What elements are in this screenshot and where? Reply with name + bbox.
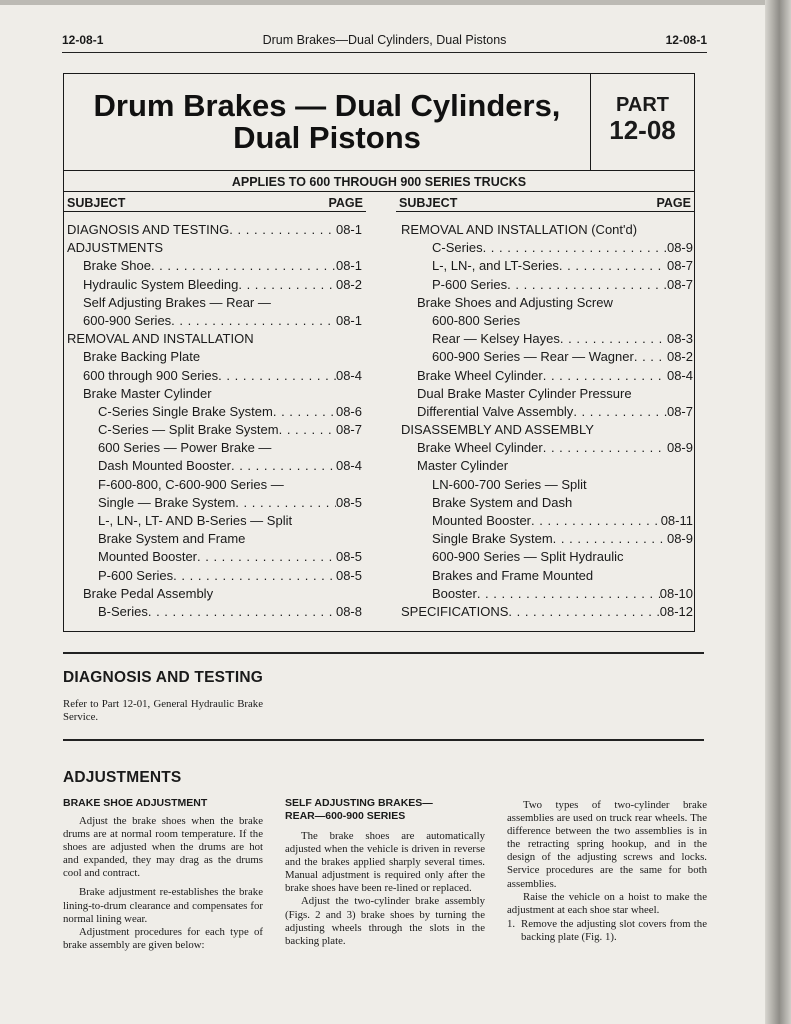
part-title — [70, 90, 584, 154]
toc-entry — [401, 421, 693, 439]
page-top-edge — [0, 0, 791, 5]
part-cell — [591, 74, 694, 170]
toc-entry-title: DISASSEMBLY AND ASSEMBLY — [401, 422, 594, 438]
toc-entry-title: Brake Shoe — [83, 258, 151, 274]
toc-leader-dots — [218, 367, 336, 385]
header-rule — [62, 52, 707, 53]
toc-entry-title: Brake Wheel Cylinder — [417, 440, 543, 456]
toc-entry — [401, 312, 693, 330]
toc-entry-title: Brake Wheel Cylinder — [417, 367, 543, 383]
toc-entry — [401, 585, 693, 603]
toc-entry-page: 08-11 — [660, 513, 693, 528]
toc-entry-title: 600 through 900 Series — [83, 367, 219, 383]
toc-entry-title: Brake System and Dash — [432, 494, 573, 510]
toc-entry-title: Brake Shoes and Adjusting Screw — [417, 294, 613, 310]
toc-entry-page: 08-9 — [666, 240, 693, 256]
toc-leader-dots — [477, 585, 660, 603]
self-adjusting-heading — [285, 797, 490, 823]
toc-leader-dots — [148, 603, 336, 621]
part-label: PART — [616, 94, 669, 116]
adjustments-heading: ADJUSTMENTS — [63, 769, 182, 786]
toc-entry-page: 08-5 — [335, 567, 362, 583]
list-item — [507, 918, 707, 944]
toc-entry — [401, 530, 693, 548]
page-header: PAGE — [656, 196, 691, 210]
toc-leader-dots — [531, 512, 661, 530]
brake-shoe-adjustment-heading: BRAKE SHOE ADJUSTMENT — [63, 797, 208, 809]
toc-entry-page: 08-7 — [666, 403, 693, 419]
toc-entry-page: 08-3 — [666, 331, 693, 347]
toc-entry-page: 08-9 — [666, 531, 693, 547]
toc-entry — [401, 603, 693, 621]
toc-entry — [401, 494, 693, 512]
step-number: 1. — [507, 917, 516, 930]
toc-entry-page: 08-5 — [335, 549, 362, 565]
toc-entry-title: L-, LN-, and LT-Series — [432, 258, 559, 274]
running-title: Drum Brakes—Dual Cylinders, Dual Pistons — [262, 33, 507, 47]
toc-leader-dots — [507, 276, 667, 294]
toc-entry-title: P-600 Series — [432, 276, 508, 292]
book-spine-edge — [765, 0, 791, 1024]
part-number: 12-08 — [609, 115, 676, 145]
paragraph: Brake adjustment re-establishes the brake lining-to-drum clearance and compensates for normal lining wear. — [63, 886, 263, 925]
toc-entry-title: Brake System and Frame — [98, 531, 246, 547]
two-cylinder-text — [507, 799, 707, 944]
toc-entry-page: 08-10 — [659, 585, 693, 601]
toc-entry-title: Single — Brake System — [98, 494, 236, 510]
toc-entry-title: LN-600-700 Series — Split — [432, 476, 587, 492]
toc-entry-page: 08-9 — [666, 440, 693, 456]
running-header — [62, 33, 707, 49]
toc-entry-title: Self Adjusting Brakes — Rear — — [83, 294, 271, 310]
toc-entry-title: Dash Mounted Booster — [98, 458, 231, 474]
toc-entry — [401, 476, 693, 494]
toc-entry-page: 08-4 — [335, 458, 362, 474]
toc-entry-page: 08-1 — [335, 258, 362, 274]
toc-entry-title: 600-900 Series — Rear — Wagner — [432, 349, 634, 365]
toc-leader-dots — [171, 312, 336, 330]
toc-entry-page: 08-4 — [335, 367, 362, 383]
paragraph: The brake shoes are automatically adjusted when the vehicle is driven in reverse and the brakes applied sharply several times. Manual adjustment is required only after the brake shoes have been re-lined or replaced. — [285, 830, 485, 895]
toc-entry-page: 08-2 — [666, 349, 693, 365]
toc-entry-title: Brakes and Frame Mounted — [432, 567, 594, 583]
toc-entry-page: 08-1 — [335, 312, 362, 328]
toc-entry — [67, 239, 362, 257]
toc-entry — [67, 312, 362, 330]
toc-entry-page: 08-5 — [335, 494, 362, 510]
page-header: PAGE — [328, 196, 363, 210]
part-title-line-2: Dual Pistons — [233, 120, 421, 155]
toc-leader-dots — [543, 439, 667, 457]
toc-entry-title: P-600 Series — [98, 567, 174, 583]
toc-entry — [67, 585, 362, 603]
toc-entry-title: Single Brake System — [432, 531, 553, 547]
title-cell — [64, 74, 591, 170]
toc-entry-title: Master Cylinder — [417, 458, 509, 474]
toc-entry-title: B-Series — [98, 603, 148, 619]
toc-entry-title: 600 Series — Power Brake — — [98, 440, 272, 456]
toc-entry-title: Rear — Kelsey Hayes — [432, 331, 560, 347]
toc-leader-dots — [483, 239, 667, 257]
toc-entry-page: 08-7 — [666, 258, 693, 274]
toc-entry-title: REMOVAL AND INSTALLATION — [67, 331, 254, 347]
toc-left-column — [67, 221, 362, 621]
toc-entry — [401, 348, 693, 366]
toc-entry-title: ADJUSTMENTS — [67, 240, 164, 256]
toc-leader-dots — [229, 221, 336, 239]
toc-entry-page: 08-12 — [659, 603, 693, 619]
toc-right-column — [401, 221, 693, 621]
toc-entry-title: Mounted Booster — [432, 513, 532, 528]
toc-entry — [401, 276, 693, 294]
toc-entry-page: 08-1 — [335, 222, 362, 237]
toc-entry-title: 600-900 Series — Split Hydraulic — [432, 549, 624, 565]
paragraph: Adjust the two-cylinder brake assembly (Figs. 2 and 3) brake shoes by turning the adjusting wheels through the slots in the backing plate. — [285, 895, 485, 947]
toc-leader-dots — [238, 276, 336, 294]
subject-header: SUBJECT — [67, 196, 126, 210]
self-adjusting-heading-line-1: SELF ADJUSTING BRAKES— — [285, 797, 433, 809]
part-title-line-1: Drum Brakes — Dual Cylinders, — [93, 88, 561, 123]
paragraph: Raise the vehicle on a hoist to make the adjustment at each shoe star wheel. — [507, 890, 707, 916]
toc-entry-title: C-Series — [432, 240, 483, 256]
toc-entry — [401, 385, 693, 403]
self-adjusting-text — [285, 830, 485, 948]
toc-entry — [67, 257, 362, 275]
toc-entry-title: Hydraulic System Bleeding — [83, 276, 239, 292]
toc-entry — [67, 403, 362, 421]
toc-entry-title: 600-900 Series — [83, 312, 172, 328]
page-number-right: 12-08-1 — [665, 33, 707, 47]
column-header-right — [396, 194, 694, 212]
toc-entry-title: Dual Brake Master Cylinder Pressure — [417, 385, 632, 401]
toc-entry-title: SPECIFICATIONS — [401, 603, 509, 619]
toc-entry — [67, 330, 362, 348]
toc-entry — [401, 457, 693, 475]
toc-entry — [401, 367, 693, 385]
toc-leader-dots — [235, 494, 336, 512]
toc-entry-title: Booster — [432, 585, 477, 601]
diagnosis-text: Refer to Part 12-01, General Hydraulic Brake Service. — [63, 698, 263, 724]
paragraph: Adjustment procedures for each type of brake assembly are given below: — [63, 925, 263, 951]
toc-entry-title: F-600-800, C-600-900 Series — — [98, 476, 284, 492]
toc-leader-dots — [573, 403, 667, 421]
toc-leader-dots — [508, 603, 659, 621]
toc-entry-page: 08-8 — [335, 603, 362, 619]
toc-entry — [401, 330, 693, 348]
toc-entry — [67, 348, 362, 366]
section-rule — [63, 652, 704, 654]
toc-entry — [67, 476, 362, 494]
toc-entry-title: Mounted Booster — [98, 549, 198, 565]
paragraph: Adjust the brake shoes when the brake drums are at normal room temperature. If the shoes are adjusted when the drums are hot and expanded, they may drag as the drums cool and contract. — [63, 815, 263, 880]
toc-leader-dots — [543, 367, 667, 385]
toc-entry — [67, 603, 362, 621]
toc-entry — [401, 294, 693, 312]
toc-entry — [67, 530, 362, 548]
toc-entry-title: Differential Valve Assembly — [417, 403, 574, 419]
toc-entry-page: 08-6 — [335, 403, 362, 419]
toc-entry-title: 600-800 Series — [432, 312, 521, 328]
toc-entry-title: C-Series Single Brake System — [98, 403, 273, 419]
toc-entry — [401, 257, 693, 275]
column-header-left — [64, 194, 366, 212]
toc-leader-dots — [231, 457, 336, 475]
contents-box — [63, 73, 695, 632]
toc-entry-title: L-, LN-, LT- AND B-Series — Split — [98, 513, 293, 528]
section-rule — [63, 739, 704, 741]
subject-header: SUBJECT — [399, 196, 458, 210]
toc-entry — [67, 421, 362, 439]
toc-leader-dots — [197, 548, 336, 566]
toc-leader-dots — [173, 567, 336, 585]
toc-entry — [67, 367, 362, 385]
toc-entry — [401, 567, 693, 585]
toc-entry — [401, 439, 693, 457]
toc-entry — [401, 221, 693, 239]
paragraph: Two types of two-cylinder brake assemblies are used on truck rear wheels. The difference between the two assemblies is in the retracting spring hookup, and in the design of the adjusting screws and locks. Service procedures are the same for both assemblies. — [507, 799, 707, 890]
toc-entry-page: 08-7 — [666, 276, 693, 292]
toc-entry — [401, 239, 693, 257]
toc-entry — [67, 276, 362, 294]
toc-entry — [67, 512, 362, 530]
page-number-left: 12-08-1 — [62, 33, 104, 47]
applies-banner: APPLIES TO 600 THROUGH 900 SERIES TRUCKS — [64, 170, 694, 192]
toc-entry — [67, 548, 362, 566]
toc-entry-title: Brake Backing Plate — [83, 349, 201, 365]
toc-entry — [67, 439, 362, 457]
diagnosis-heading: DIAGNOSIS AND TESTING — [63, 669, 263, 686]
toc-entry — [67, 294, 362, 312]
self-adjusting-heading-line-2: REAR—600-900 SERIES — [285, 810, 406, 822]
toc-leader-dots — [273, 403, 336, 421]
toc-leader-dots — [634, 348, 667, 366]
toc-leader-dots — [151, 257, 336, 275]
toc-entry — [401, 512, 693, 530]
toc-entry — [67, 221, 362, 239]
toc-entry-title: REMOVAL AND INSTALLATION (Cont'd) — [401, 222, 638, 237]
toc-entry — [67, 385, 362, 403]
toc-entry-page: 08-7 — [335, 422, 362, 438]
toc-entry-title: C-Series — Split Brake System — [98, 422, 279, 438]
toc-leader-dots — [559, 257, 667, 275]
toc-entry — [401, 548, 693, 566]
toc-entry-title: DIAGNOSIS AND TESTING — [67, 222, 230, 237]
toc-entry-page: 08-2 — [335, 276, 362, 292]
toc-leader-dots — [553, 530, 667, 548]
toc-leader-dots — [560, 330, 667, 348]
toc-leader-dots — [279, 421, 336, 439]
toc-entry — [67, 567, 362, 585]
toc-entry — [67, 457, 362, 475]
toc-entry-title: Brake Pedal Assembly — [83, 585, 214, 601]
brake-shoe-adjustment-text — [63, 815, 263, 952]
toc-entry — [67, 494, 362, 512]
step-text: Remove the adjusting slot covers from the backing plate (Fig. 1). — [521, 917, 707, 943]
toc-entry-title: Brake Master Cylinder — [83, 385, 212, 401]
toc-entry-page: 08-4 — [666, 367, 693, 383]
toc-entry — [401, 403, 693, 421]
